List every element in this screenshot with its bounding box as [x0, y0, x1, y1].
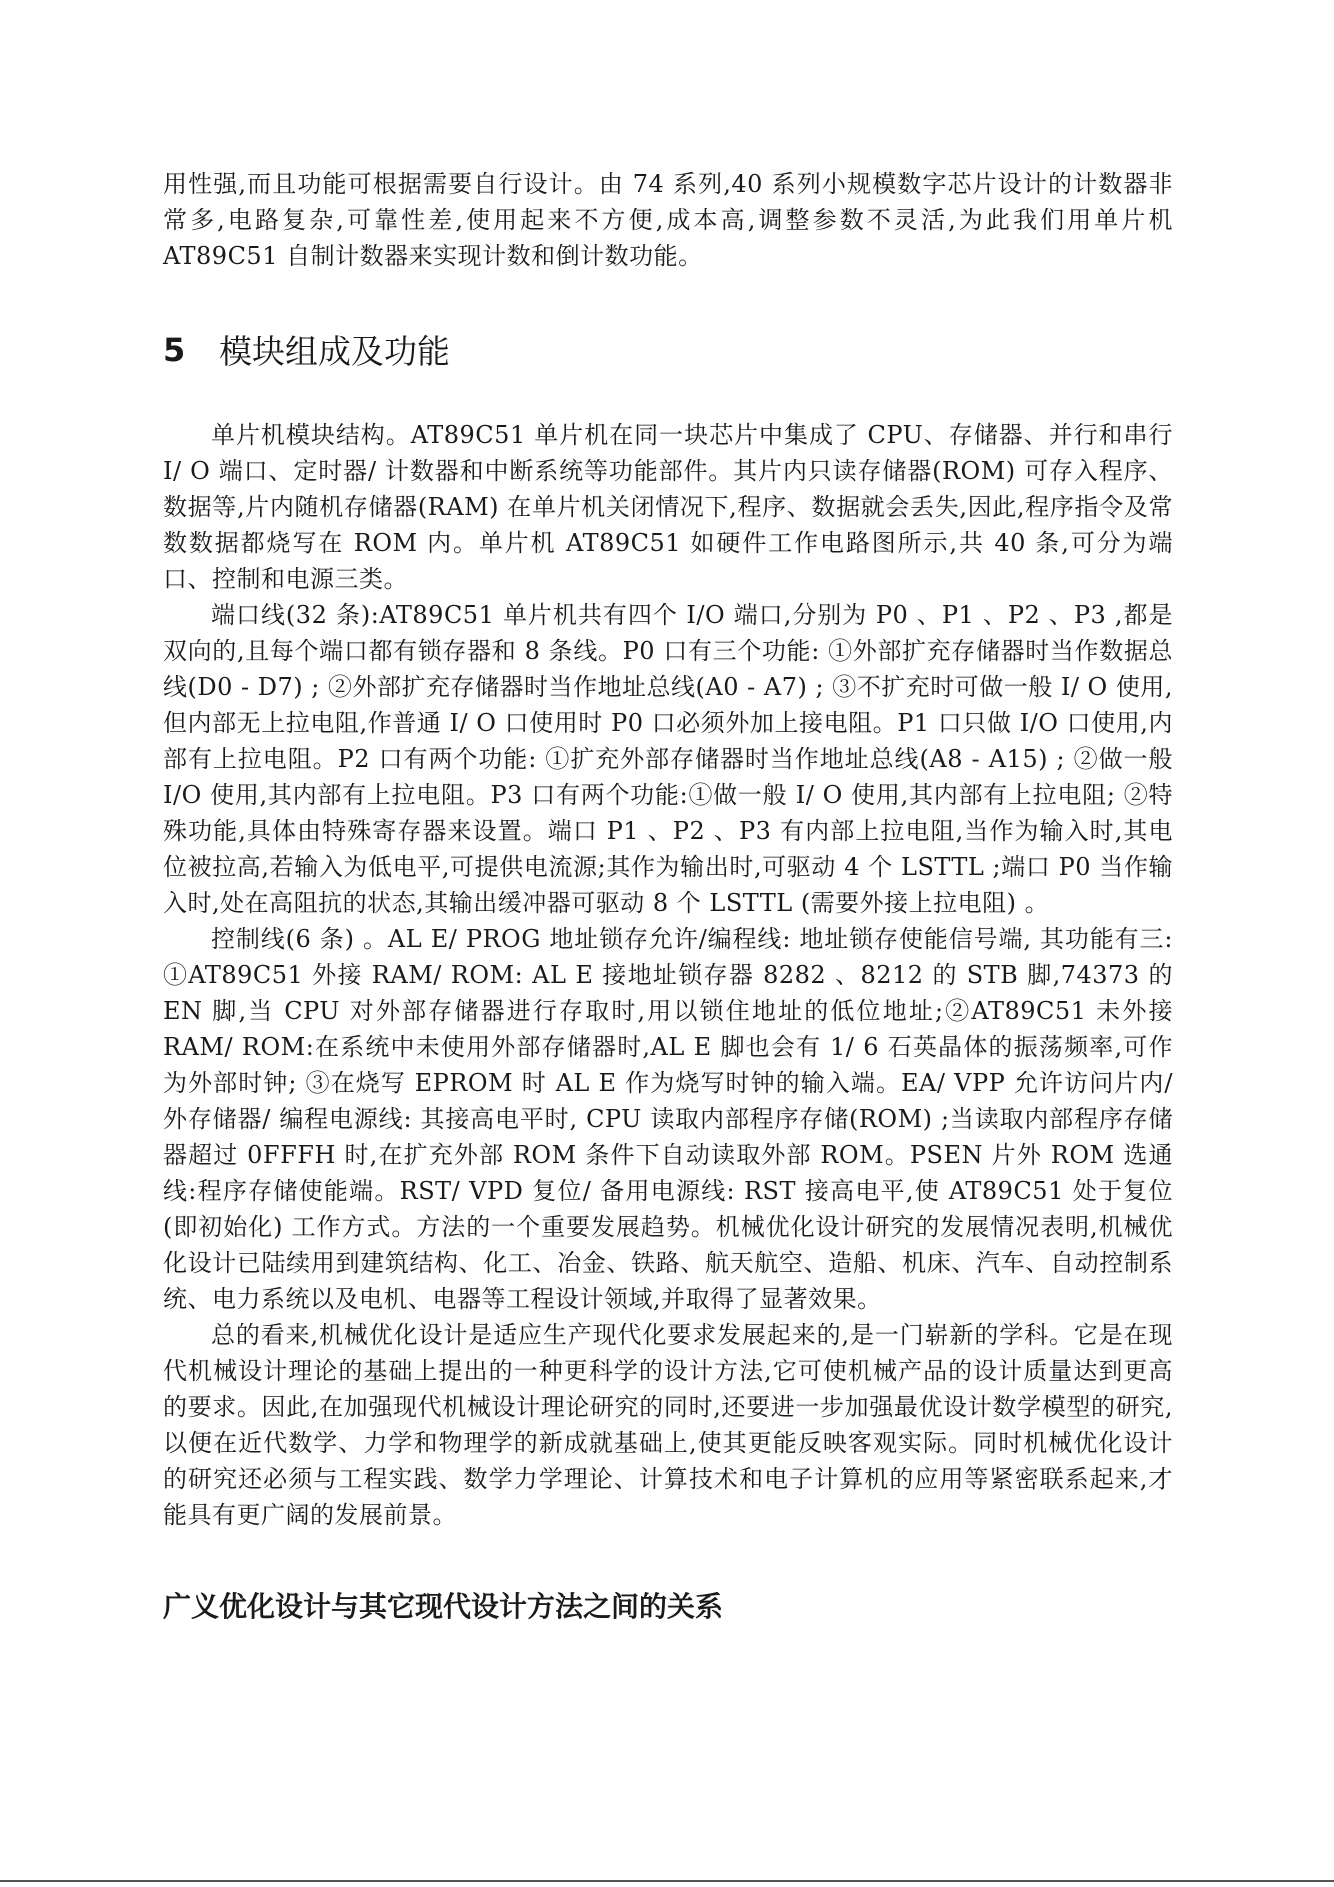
section-body — [163, 417, 1173, 1533]
section-heading — [163, 326, 1173, 373]
body-paragraph: 控制线(6 条) 。AL E/ PROG 地址锁存允许/编程线: 地址锁存使能信号端, 其功能有三: ①AT89C51 外接 RAM/ ROM: AL E 接地址锁存器 8282 、8212 的 STB 脚,74373 的 EN 脚,当 CPU 对外部存储器进行存取时,用以锁住地址的低位地址;②AT89C51 未外接 RAM/ ROM:在系统中未使用外部存储器时,AL E 脚也会有 1/ 6 石英晶体的振荡频率,可作为外部时钟; ③在烧写 EPROM 时 AL E 作为烧写时钟的输入端。EA/ VPP 允许访问片内/ 外存储器/ 编程电源线: 其接高电平时, CPU 读取内部程序存储(ROM) ;当读取内部程序存储器超过 0FFFH 时,在扩充外部 ROM 条件下自动读取外部 ROM。PSEN 片外 ROM 选通线:程序存储使能端。RST/ VPD 复位/ 备用电源线: RST 接高电平,使 AT89C51 处于复位(即初始化) 工作方式。方法的一个重要发展趋势。机械优化设计研究的发展情况表明,机械优化设计已陆续用到建筑结构、化工、冶金、铁路、航天航空、造船、机床、汽车、自动控制系统、电力系统以及电机、电器等工程设计领域,并取得了显著效果。 — [163, 925, 1173, 1313]
intro-paragraph: 用性强,而且功能可根据需要自行设计。由 74 系列,40 系列小规模数字芯片设计的计数器非常多,电路复杂,可靠性差,使用起来不方便,成本高,调整参数不灵活,为此我们用单片机 AT89C51 自制计数器来实现计数和倒计数功能。 — [163, 170, 1173, 270]
footer-divider — [0, 1880, 1334, 1882]
subsection-heading: 广义优化设计与其它现代设计方法之间的关系 — [163, 1590, 724, 1623]
section-number: 5 — [163, 330, 186, 369]
body-paragraph: 端口线(32 条):AT89C51 单片机共有四个 I/O 端口,分别为 P0 、P1 、P2 、P3 ,都是双向的,且每个端口都有锁存器和 8 条线。P0 口有三个功能: ①外部扩充存储器时当作数据总线(D0 - D7) ; ②外部扩充存储器时当作地址总线(A0 - A7) ; ③不扩充时可做一般 I/ O 使用,但内部无上拉电阻,作普通 I/ O 口使用时 P0 口必须外加上接电阻。P1 口只做 I/O 口使用,内部有上拉电阻。P2 口有两个功能: ①扩充外部存储器时当作地址总线(A8 - A15) ; ②做一般 I/O 使用,其内部有上拉电阻。P3 口有两个功能:①做一般 I/ O 使用,其内部有上拉电阻; ②特殊功能,具体由特殊寄存器来设置。端口 P1 、P2 、P3 有内部上拉电阻,当作为输入时,其电位被拉高,若输入为低电平,可提供电流源;其作为输出时,可驱动 4 个 LSTTL ;端口 P0 当作输入时,处在高阻抗的状态,其输出缓冲器可驱动 8 个 LSTTL (需要外接上拉电阻) 。 — [163, 601, 1173, 917]
body-paragraph: 总的看来,机械优化设计是适应生产现代化要求发展起来的,是一门崭新的学科。它是在现代机械设计理论的基础上提出的一种更科学的设计方法,它可使机械产品的设计质量达到更高的要求。因此,在加强现代机械设计理论研究的同时,还要进一步加强最优设计数学模型的研究,以便在近代数学、力学和物理学的新成就基础上,使其更能反映客观实际。同时机械优化设计的研究还必须与工程实践、数学力学理论、计算技术和电子计算机的应用等紧密联系起来,才能具有更广阔的发展前景。 — [163, 1321, 1173, 1529]
body-paragraph: 单片机模块结构。AT89C51 单片机在同一块芯片中集成了 CPU、存储器、并行和串行 I/ O 端口、定时器/ 计数器和中断系统等功能部件。其片内只读存储器(ROM) 可存入程序、数据等,片内随机存储器(RAM) 在单片机关闭情况下,程序、数据就会丢失,因此,程序指令及常数数据都烧写在 ROM 内。单片机 AT89C51 如硬件工作电路图所示,共 40 条,可分为端口、控制和电源三类。 — [163, 421, 1173, 593]
page-content — [163, 166, 1173, 1625]
section-title: 模块组成及功能 — [219, 332, 450, 371]
